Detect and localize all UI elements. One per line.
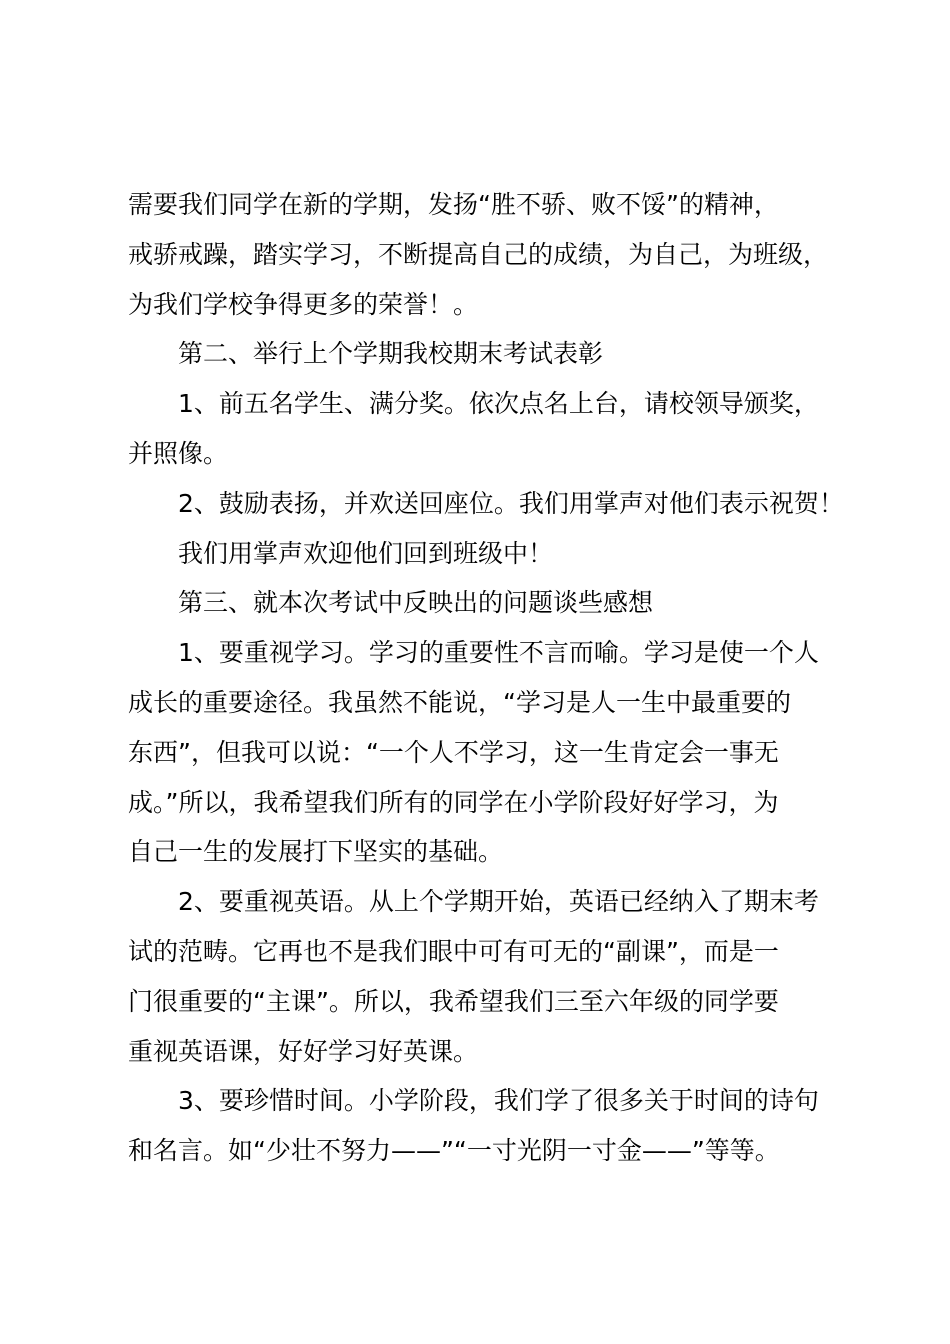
text-line: 成。”所以，我希望我们所有的同学在小学阶段好好学习，为 <box>128 787 779 817</box>
text-line: 并照像。 <box>128 438 229 468</box>
text-line: 自己一生的发展打下坚实的基础。 <box>128 837 504 867</box>
text-line: 为我们学校争得更多的荣誉！。 <box>128 289 479 319</box>
text-line: 戒骄戒躁，踏实学习，不断提高自己的成绩，为自己，为班级， <box>128 239 829 269</box>
section-heading: 第二、举行上个学期我校期末考试表彰 <box>178 339 604 369</box>
text-line: 门很重要的“主课”。所以，我希望我们三至六年级的同学要 <box>128 986 779 1016</box>
text-line: 需要我们同学在新的学期，发扬“胜不骄、败不馁”的精神， <box>128 190 779 219</box>
text-line: 成长的重要途径。我虽然不能说，“学习是人一生中最重要的 <box>128 687 791 717</box>
text-line: 1、要重视学习。学习的重要性不言而喻。学习是使一个人 <box>178 638 819 668</box>
document-body <box>128 180 858 1176</box>
text-line: 重视英语课，好好学习好英课。 <box>128 1036 479 1066</box>
text-line: 和名言。如“少壮不努力——”“一寸光阴一寸金——”等等。 <box>128 1136 780 1166</box>
text-line: 2、要重视英语。从上个学期开始，英语已经纳入了期末考 <box>178 887 819 917</box>
text-line: 1、前五名学生、满分奖。依次点名上台，请校领导颁奖， <box>178 389 819 419</box>
text-line: 3、要珍惜时间。小学阶段，我们学了很多关于时间的诗句 <box>178 1086 819 1116</box>
section-heading: 第三、就本次考试中反映出的问题谈些感想 <box>178 588 654 618</box>
text-line: 试的范畴。它再也不是我们眼中可有可无的“副课”，而是一 <box>128 936 779 966</box>
text-line: 2、鼓励表扬，并欢送回座位。我们用掌声对他们表示祝贺！ <box>178 488 844 518</box>
text-line: 东西”，但我可以说：“一个人不学习，这一生肯定会一事无 <box>128 737 779 767</box>
text-line: 我们用掌声欢迎他们回到班级中！ <box>178 538 554 568</box>
